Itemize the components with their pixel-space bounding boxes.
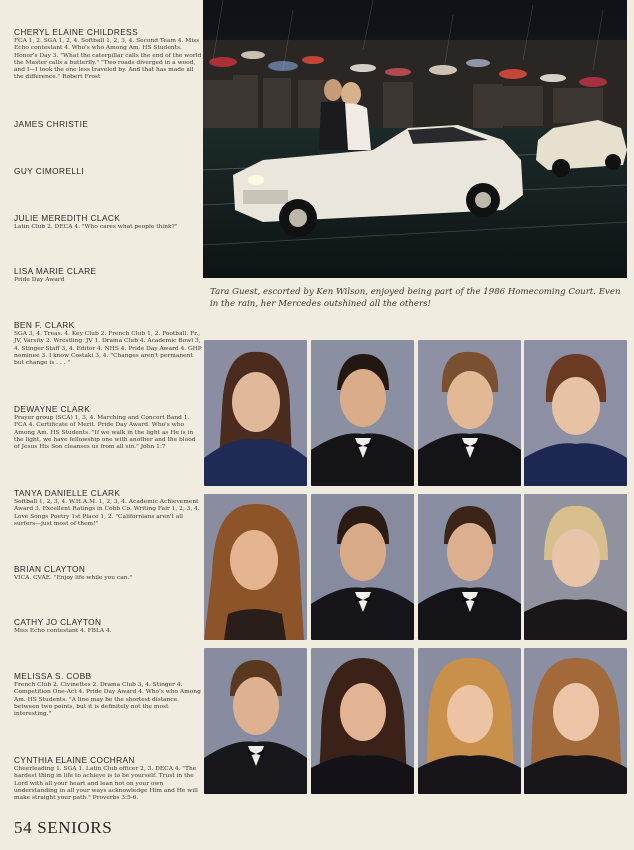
portrait-illustration — [204, 494, 307, 640]
senior-bio: Latin Club 2. DECA 4. "Who cares what people think?" — [14, 224, 178, 230]
senior-bio: Softball 1, 2, 3, 4. W.H.A.M. 1, 2, 3, 4. Academic Achievement Award 3. Excellent Ratings in Cobb Co. Writing Fair 1, 2, 3, 4. Love Songs Poetry 1st Place 1, 2. "Californians aren't all surfers—just most of them!" — [14, 499, 200, 527]
portrait-illustration — [204, 340, 307, 486]
senior-portrait — [311, 494, 414, 640]
senior-name: BRIAN CLAYTON — [14, 564, 86, 574]
senior-portrait — [418, 340, 521, 486]
senior-name: DEWAYNE CLARK — [14, 404, 91, 414]
senior-entry — [14, 671, 202, 718]
senior-entry — [14, 27, 202, 82]
senior-name: LISA MARIE CLARE — [14, 266, 97, 276]
senior-name: BEN F. CLARK — [14, 320, 75, 330]
portrait-illustration — [311, 340, 414, 486]
homecoming-photo-illustration — [203, 0, 627, 278]
page-number: 54 — [14, 818, 33, 837]
senior-name: CYNTHIA ELAINE COCHRAN — [14, 755, 135, 765]
senior-bio: Pride Day Award — [14, 277, 65, 283]
senior-entry — [14, 617, 202, 635]
portrait-illustration — [524, 340, 627, 486]
senior-entry — [14, 404, 202, 451]
portrait-illustration — [524, 494, 627, 640]
senior-bio: Miss Echo contestant 4. FBLA 4. — [14, 628, 112, 634]
senior-portrait — [418, 494, 521, 640]
senior-entry — [14, 166, 202, 176]
senior-name: GUY CIMORELLI — [14, 166, 85, 176]
senior-name: TANYA DANIELLE CLARK — [14, 488, 121, 498]
senior-name: JAMES CHRISTIE — [14, 119, 89, 129]
senior-bio: SGA 3, 4. Treas. 4. Key Club 2. French Club 1, 2. Football. Fr., JV, Varsity 2. Wrestling: JV 1. Drama Club 4. Academic Bowl 3, 4. Stinger Staff 3, 4. Editor 4. NHS 4. Pride Day Award 4. GHP nominee 3. I know Costaki 3, 4. "Changes aren't permanent but change is . . . " — [14, 331, 202, 367]
portrait-illustration — [311, 494, 414, 640]
senior-bio: FCA 1, 2. SGA 1, 2, 4. Softball 1, 2, 3, 4. Second Team 4. Miss Echo contestant 4. Who's who Among Am. HS Students. Honor's Day 3. "What the caterpillar calls the end of the world the Master calls a butterfly." "Two roads diverged in a wood, and I—I took the one less traveled by. And that has made all the difference." Robert Frost — [14, 38, 202, 81]
senior-entry — [14, 320, 202, 367]
senior-bio: VICA. CVAE. "Enjoy life while you can." — [14, 575, 133, 581]
senior-portrait — [524, 494, 627, 640]
senior-name: MELISSA S. COBB — [14, 671, 92, 681]
senior-bio: French Club 2. Civinettes 2. Drama Club 3, 4. Stinger 4. Competition One-Act 4. Pride Day Award 4. Who's who Among Am. HS Students. "A line may be the shortest distance between two points, but it is definitely not the most interesting." — [14, 682, 201, 718]
senior-name: CATHY JO CLAYTON — [14, 617, 102, 627]
senior-portrait — [204, 648, 307, 794]
portrait-illustration — [311, 648, 414, 794]
portrait-illustration — [418, 648, 521, 794]
homecoming-photo — [203, 0, 627, 278]
senior-name: JULIE MEREDITH CLACK — [14, 213, 121, 223]
portrait-illustration — [524, 648, 627, 794]
senior-portrait — [204, 340, 307, 486]
senior-portrait — [311, 340, 414, 486]
senior-portrait — [311, 648, 414, 794]
senior-portrait — [524, 340, 627, 486]
photo-caption: Tara Guest, escorted by Ken Wilson, enjoyed being part of the 1986 Homecoming Court. Even in the rain, her Mercedes outshined all the others! — [210, 287, 621, 309]
senior-entry — [14, 266, 202, 284]
page-footer — [14, 818, 112, 838]
senior-bio: Prayer group (SCA) 1, 3, 4. Marching and Concert Band 1. FCA 4. Certificate of Merit. Pride Day Award. Who's who Among Am. HS Students. "If we walk in the light as He is in the light, we have fellowship one with another and the blood of Jesus His Son cleanses us from all sin." John 1:7 — [14, 415, 196, 451]
senior-bio: Cheerleading 1. SGA 1. Latin Club officer 2, 3. DECA 4. "The hardest thing in life to achieve is to be yourself. Trust in the Lord with all your heart and lean not on your own understanding in all your ways acknowledge Him and He will make straight your path." Proverbs 3:5-6. — [14, 766, 198, 802]
senior-entry — [14, 755, 202, 802]
senior-entry — [14, 213, 202, 231]
portrait-illustration — [418, 340, 521, 486]
portrait-illustration — [418, 494, 521, 640]
senior-name: CHERYL ELAINE CHILDRESS — [14, 27, 139, 37]
senior-portrait — [204, 494, 307, 640]
portrait-illustration — [204, 648, 307, 794]
senior-portrait — [418, 648, 521, 794]
senior-portrait — [524, 648, 627, 794]
senior-entry — [14, 488, 202, 528]
section-title: SENIORS — [37, 818, 113, 837]
senior-entry — [14, 119, 202, 129]
senior-entry — [14, 564, 202, 582]
